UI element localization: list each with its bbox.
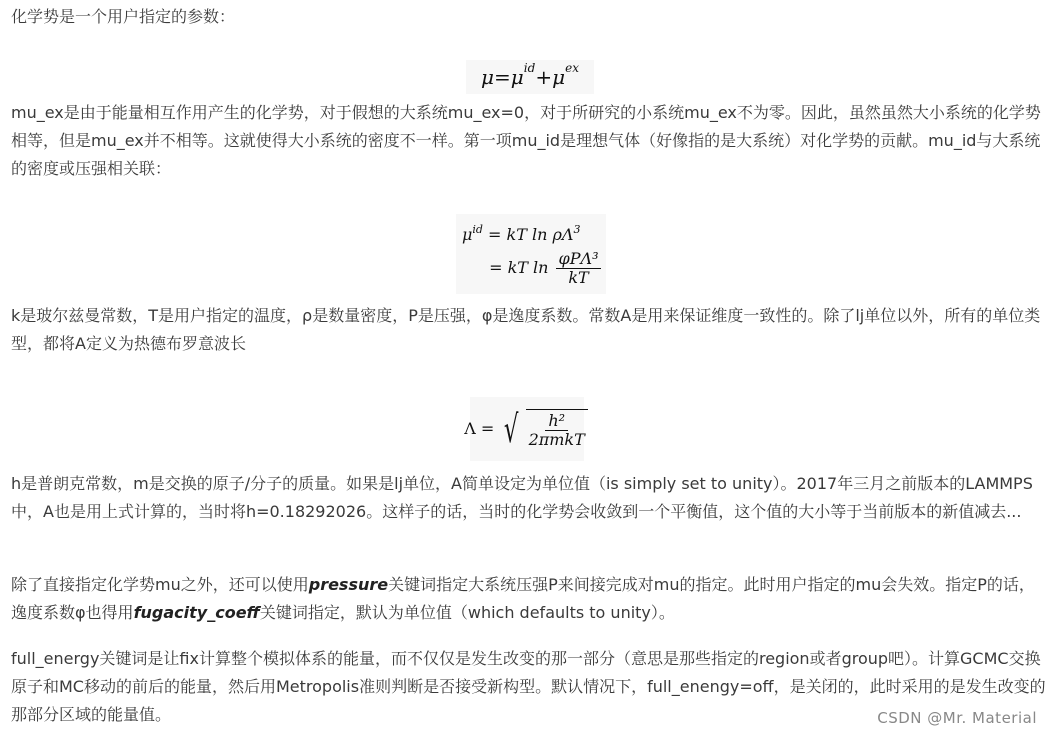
keyword-pressure: pressure — [308, 575, 389, 594]
planck-paragraph: h是普朗克常数，m是交换的原子/分子的质量。如果是lj单位，A简单设定为单位值（is simply set to unity）。2017年三月之前版本的LAMMPS中，A也是用上式计算的，当时将h=0.18292026。这样子的话，当时的化学势会收敛到一个平衡值，这个值的大小等于当前版本的新值减去... — [11, 474, 1033, 521]
pressure-paragraph: 除了直接指定化学势mu之外，还可以使用pressure关键词指定大系统压强P来间接完成对mu的指定。此时用户指定的mu会失效。指定P的话，逸度系数φ也得用fugacity_coeff关键词指定，默认为单位值（which defaults to unity）。 — [11, 575, 1035, 622]
keyword-fugacity-coeff: fugacity_coeff — [133, 603, 260, 622]
equation-de-broglie: Λ = √ $\frac{\text{h²}}{\text{2πmkT}}$ — [470, 397, 584, 461]
watermark: CSDN @Mr. Material — [877, 709, 1037, 727]
full-energy-paragraph: full_energy关键词是让fix计算整个模拟体系的能量，而不仅仅是发生改变的那一部分（意思是那些指定的region或者group吧）。计算GCMC交换原子和MC移动的前后的能量，然后用Metropolis准则判断是否接受新构型。默认情况下，full_enengy=off，是关闭的，此时采用的是发生改变的那部分区域的能量值。 — [11, 649, 1046, 724]
intro-paragraph: 化学势是一个用户指定的参数： — [11, 7, 236, 26]
constants-paragraph: k是玻尔兹曼常数，T是用户指定的温度，ρ是数量密度，P是压强，φ是逸度系数。常数A是用来保证维度一致性的。除了lj单位以外，所有的单位类型，都将A定义为热德布罗意波长 — [11, 306, 1041, 353]
mu-ex-paragraph: mu_ex是由于能量相互作用产生的化学势，对于假想的大系统mu_ex=0，对于所研究的小系统mu_ex不为零。因此，虽然虽然大小系统的化学势相等，但是mu_ex并不相等。这就使得大小系统的密度不一样。第一项mu_id是理想气体（好像指的是大系统）对化学势的贡献。mu_id与大系统的密度或压强相关联： — [11, 103, 1041, 178]
equation-chemical-potential: μ = μ id + μ ex — [466, 60, 594, 94]
equation-mu-id: $\mu^{id}$ = kT $\ln \rho\Lambda^3$ = kT ln $\frac{\text{φPΛ³}}{kT}$ — [456, 214, 606, 294]
